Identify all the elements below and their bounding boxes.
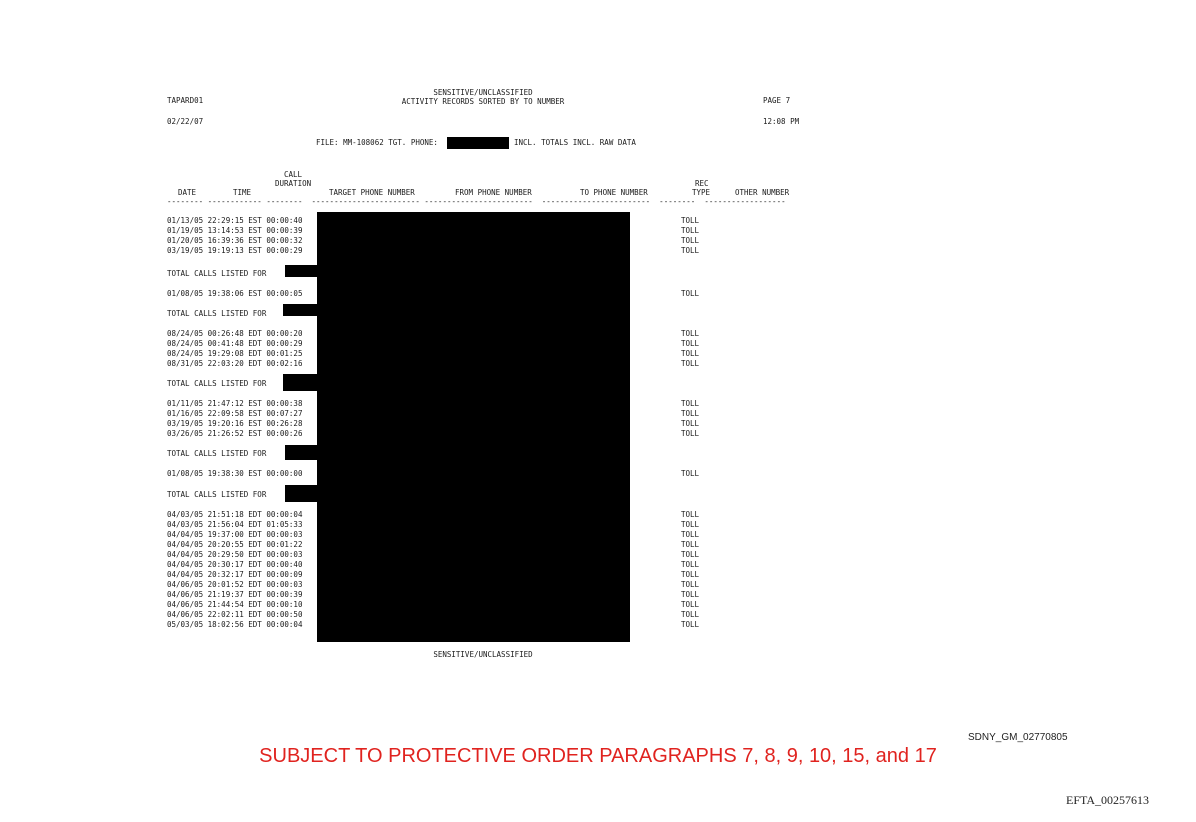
col-call: CALL	[284, 170, 303, 179]
call-row: 01/20/05 16:39:36 EST 00:00:32	[167, 236, 303, 245]
col-target: TARGET PHONE NUMBER	[329, 188, 415, 197]
report-time: 12:08 PM	[763, 117, 800, 126]
page-number: PAGE 7	[763, 96, 791, 105]
rec-type: TOLL	[681, 289, 700, 298]
rec-type: TOLL	[681, 580, 700, 589]
col-from: FROM PHONE NUMBER	[455, 188, 532, 197]
call-row: 04/06/05 21:44:54 EDT 00:00:10	[167, 600, 303, 609]
report-date: 02/22/07	[167, 117, 204, 126]
call-row: 03/26/05 21:26:52 EST 00:00:26	[167, 429, 303, 438]
call-group-1	[167, 216, 302, 256]
total-calls-label: TOTAL CALLS LISTED FOR	[167, 490, 267, 499]
rec-type: TOLL	[681, 359, 700, 368]
total-calls-label: TOTAL CALLS LISTED FOR	[167, 379, 267, 388]
col-other: OTHER NUMBER	[735, 188, 790, 197]
call-row: 04/04/05 20:30:17 EDT 00:00:40	[167, 560, 303, 569]
redaction-target-phone	[447, 137, 509, 149]
rec-type: TOLL	[681, 570, 700, 579]
rec-type: TOLL	[681, 560, 700, 569]
call-row: 01/08/05 19:38:30 EST 00:00:00	[167, 469, 303, 478]
rec-type: TOLL	[681, 550, 700, 559]
call-row: 04/06/05 21:19:37 EDT 00:00:39	[167, 590, 303, 599]
col-type: TYPE	[692, 188, 711, 197]
rec-type: TOLL	[681, 510, 700, 519]
call-row: 01/13/05 22:29:15 EST 00:00:40	[167, 216, 303, 225]
call-row: 04/06/05 22:02:11 EDT 00:00:50	[167, 610, 303, 619]
redaction-total-2	[283, 304, 319, 316]
file-line-right: INCL. TOTALS INCL. RAW DATA	[514, 138, 636, 147]
call-row: 01/11/05 21:47:12 EST 00:00:38	[167, 399, 303, 408]
efta-id: EFTA_00257613	[1066, 793, 1150, 807]
rec-type: TOLL	[681, 590, 700, 599]
call-group-6	[167, 510, 302, 630]
call-group-4	[167, 399, 302, 439]
col-time: TIME	[233, 188, 252, 197]
rec-type-group-3	[681, 329, 699, 369]
call-row: 04/04/05 20:20:55 EDT 00:01:22	[167, 540, 303, 549]
classification-header: SENSITIVE/UNCLASSIFIED	[433, 88, 533, 97]
call-row: 03/19/05 19:19:13 EST 00:00:29	[167, 246, 303, 255]
redaction-total-4	[285, 445, 319, 460]
call-row: 08/24/05 19:29:08 EDT 00:01:25	[167, 349, 303, 358]
col-rec: REC	[695, 179, 709, 188]
rec-type: TOLL	[681, 419, 700, 428]
program-id: TAPARD01	[167, 96, 204, 105]
col-duration: DURATION	[275, 179, 312, 188]
rec-type: TOLL	[681, 469, 700, 478]
header-dashes: -------- ------------ -------- ------------------------ ------------------------ ------------------------ -------- ------------------	[167, 197, 786, 206]
call-row: 04/04/05 20:29:50 EDT 00:00:03	[167, 550, 303, 559]
call-row: 04/03/05 21:56:04 EDT 01:05:33	[167, 520, 303, 529]
call-row: 08/31/05 22:03:20 EDT 00:02:16	[167, 359, 303, 368]
call-row: 08/24/05 00:26:48 EDT 00:00:20	[167, 329, 303, 338]
rec-type: TOLL	[681, 610, 700, 619]
rec-type: TOLL	[681, 329, 700, 338]
call-row: 04/04/05 20:32:17 EDT 00:00:09	[167, 570, 303, 579]
redaction-phone-columns	[317, 212, 630, 642]
col-date: DATE	[178, 188, 197, 197]
total-calls-label: TOTAL CALLS LISTED FOR	[167, 269, 267, 278]
call-group-3	[167, 329, 302, 369]
rec-type: TOLL	[681, 226, 700, 235]
total-calls-label: TOTAL CALLS LISTED FOR	[167, 309, 267, 318]
bates-number: SDNY_GM_02770805	[968, 732, 1068, 743]
call-row: 01/16/05 22:09:58 EST 00:07:27	[167, 409, 303, 418]
call-row: 08/24/05 00:41:48 EDT 00:00:29	[167, 339, 303, 348]
rec-type: TOLL	[681, 216, 700, 225]
rec-type: TOLL	[681, 600, 700, 609]
call-row: 04/04/05 19:37:00 EDT 00:00:03	[167, 530, 303, 539]
rec-type: TOLL	[681, 236, 700, 245]
call-row: 04/06/05 20:01:52 EDT 00:00:03	[167, 580, 303, 589]
call-row: 04/03/05 21:51:18 EDT 00:00:04	[167, 510, 303, 519]
rec-type: TOLL	[681, 620, 700, 629]
redaction-total-3	[283, 374, 319, 391]
file-line-left: FILE: MM-108062 TGT. PHONE:	[316, 138, 438, 147]
rec-type: TOLL	[681, 530, 700, 539]
redaction-total-1	[285, 265, 319, 277]
total-calls-label: TOTAL CALLS LISTED FOR	[167, 449, 267, 458]
call-row: 03/19/05 19:20:16 EST 00:26:28	[167, 419, 303, 428]
rec-type: TOLL	[681, 246, 700, 255]
rec-type: TOLL	[681, 339, 700, 348]
rec-type: TOLL	[681, 429, 700, 438]
call-row: 01/19/05 13:14:53 EST 00:00:39	[167, 226, 303, 235]
report-title: ACTIVITY RECORDS SORTED BY TO NUMBER	[401, 97, 565, 106]
classification-footer: SENSITIVE/UNCLASSIFIED	[433, 650, 533, 659]
rec-type-group-1	[681, 216, 699, 256]
rec-type: TOLL	[681, 540, 700, 549]
rec-type: TOLL	[681, 349, 700, 358]
protective-order-notice: SUBJECT TO PROTECTIVE ORDER PARAGRAPHS 7, 8, 9, 10, 15, and 17	[259, 745, 937, 767]
call-row: 01/08/05 19:38:06 EST 00:00:05	[167, 289, 303, 298]
rec-type: TOLL	[681, 409, 700, 418]
rec-type: TOLL	[681, 520, 700, 529]
rec-type: TOLL	[681, 399, 700, 408]
col-to: TO PHONE NUMBER	[580, 188, 648, 197]
rec-type-group-4	[681, 399, 699, 439]
rec-type-group-6	[681, 510, 699, 630]
redaction-total-5	[285, 485, 319, 502]
call-row: 05/03/05 18:02:56 EDT 00:00:04	[167, 620, 303, 629]
